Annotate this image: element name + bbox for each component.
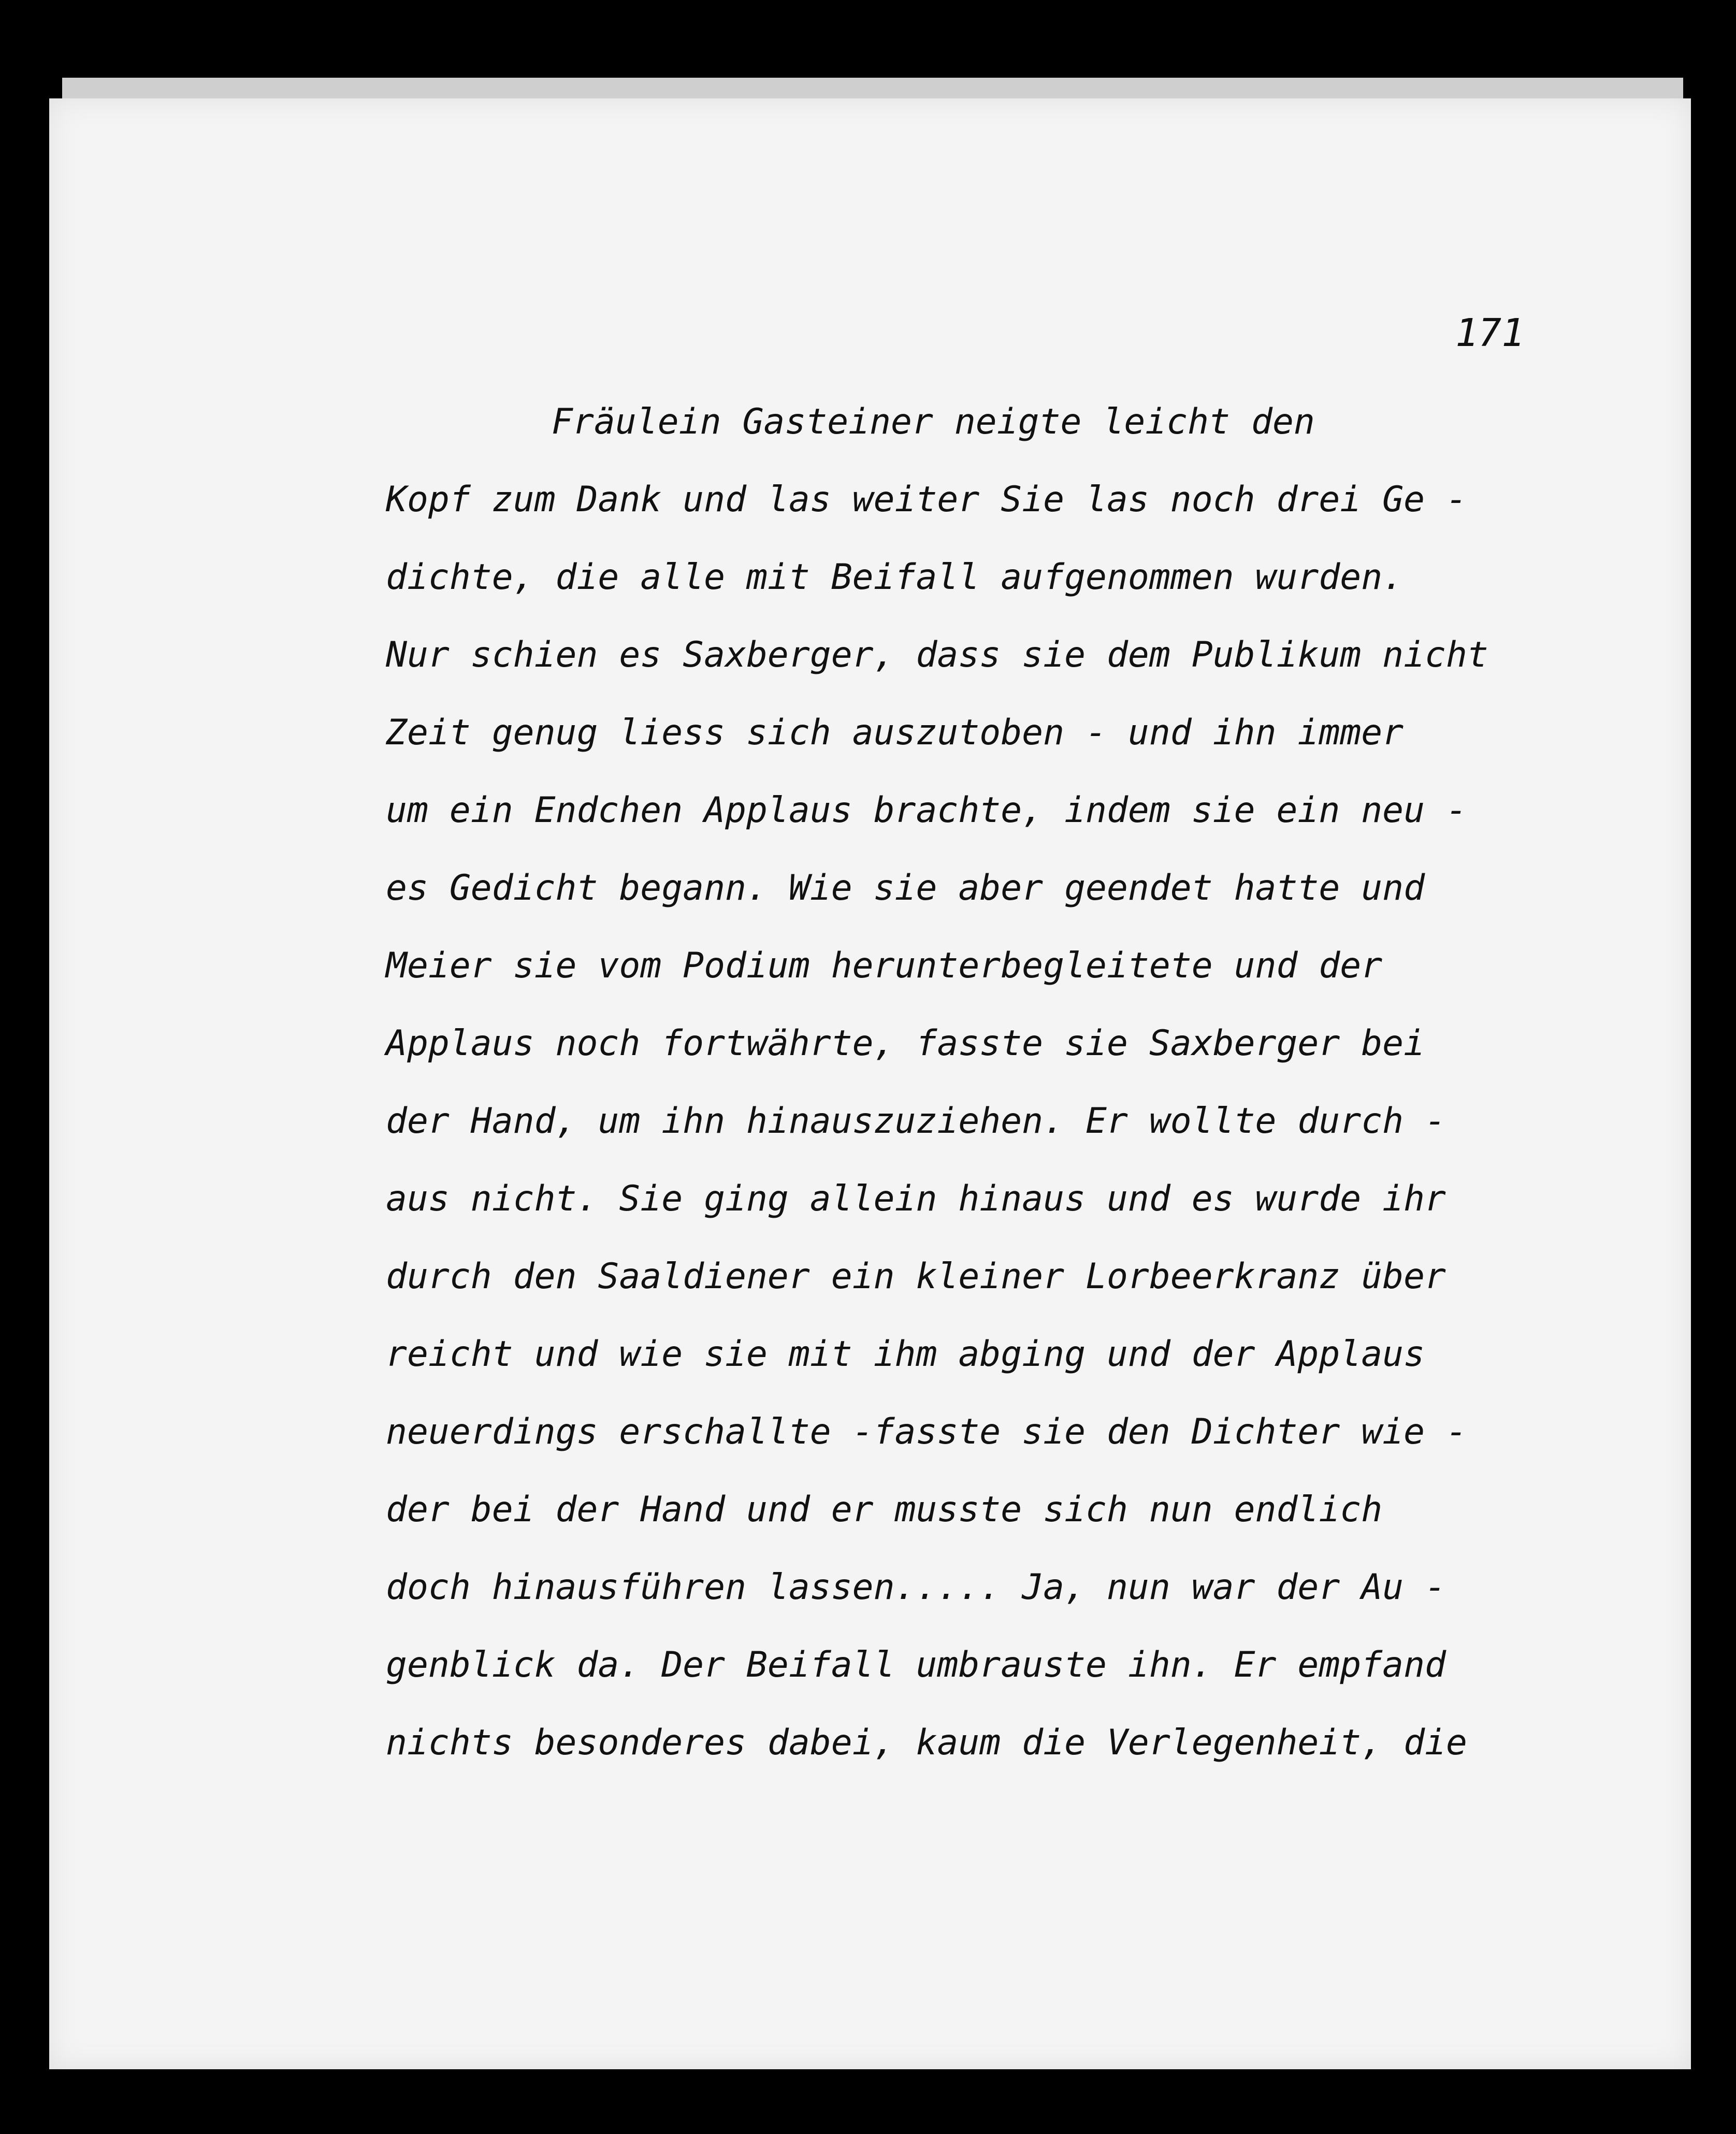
text-line: aus nicht. Sie ging allein hinaus und es wurde ihr bbox=[386, 1178, 1446, 1219]
text-line: Applaus noch fortwährte, fasste sie Saxberger bei bbox=[386, 1023, 1425, 1064]
text-line: Nur schien es Saxberger, dass sie dem Publikum nicht bbox=[386, 635, 1488, 675]
text-line: der Hand, um ihn hinauszuziehen. Er wollte durch - bbox=[386, 1101, 1446, 1142]
text-line: nichts besonderes dabei, kaum die Verlegenheit, die bbox=[386, 1722, 1467, 1763]
text-line: Fräulein Gasteiner neigte leicht den bbox=[552, 401, 1315, 442]
text-line: um ein Endchen Applaus brachte, indem sie ein neu - bbox=[386, 790, 1467, 831]
text-line: neuerdings erschallte -fasste sie den Dichter wie - bbox=[386, 1411, 1467, 1452]
body-text bbox=[386, 383, 1639, 1782]
text-line: es Gedicht begann. Wie sie aber geendet hatte und bbox=[386, 868, 1425, 909]
page-number: 171 bbox=[1455, 311, 1525, 355]
text-line: Zeit genug liess sich auszutoben - und ihn immer bbox=[386, 712, 1404, 753]
text-line: Meier sie vom Podium herunterbegleitete und der bbox=[386, 945, 1383, 986]
text-line: der bei der Hand und er musste sich nun endlich bbox=[386, 1489, 1383, 1530]
text-line: dichte, die alle mit Beifall aufgenommen wurden. bbox=[386, 557, 1404, 598]
text-line: doch hinausführen lassen..... Ja, nun war der Au - bbox=[386, 1567, 1446, 1608]
text-line: genblick da. Der Beifall umbrauste ihn. Er empfand bbox=[386, 1645, 1446, 1685]
text-line: Kopf zum Dank und las weiter Sie las noch drei Ge - bbox=[386, 479, 1467, 520]
text-line: durch den Saaldiener ein kleiner Lorbeerkranz über bbox=[386, 1256, 1446, 1297]
text-line: reicht und wie sie mit ihm abging und der Applaus bbox=[386, 1334, 1425, 1375]
